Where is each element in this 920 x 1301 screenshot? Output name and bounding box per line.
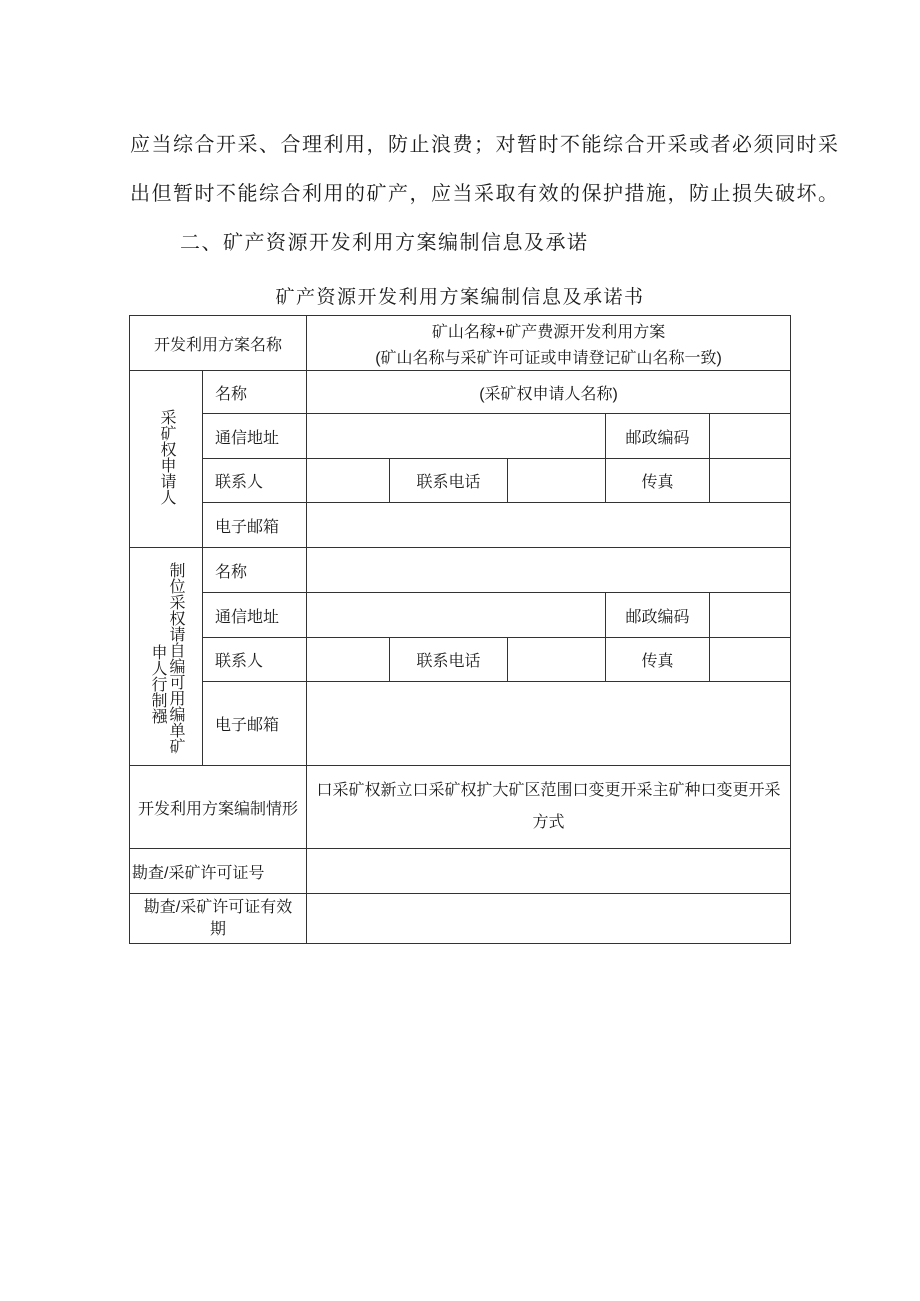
- row-compiler-address: [130, 593, 791, 638]
- applicant-address-label: 通信地址: [203, 414, 307, 459]
- row-compiler-contact: [130, 638, 791, 682]
- compiler-email-label: 电子邮箱: [203, 682, 307, 766]
- row-applicant-email: [130, 503, 791, 548]
- table-title: 矿产资源开发利用方案编制信息及承诺书: [275, 286, 645, 308]
- applicant-address-field[interactable]: [307, 414, 606, 459]
- compiler-fax-field[interactable]: [710, 638, 791, 682]
- row-applicant-contact: [130, 459, 791, 503]
- row-license-period: [130, 894, 791, 944]
- row-license-number: [130, 849, 791, 894]
- applicant-fax-field[interactable]: [710, 459, 791, 503]
- section-heading: 二、矿产资源开发利用方案编制信息及承诺: [180, 230, 589, 254]
- license-number-label: 勘查/采矿许可证号: [130, 849, 307, 894]
- compiler-contact-label: 联系人: [203, 638, 307, 682]
- license-number-field[interactable]: [307, 849, 791, 894]
- applicant-group-text: 采矿权申请人: [158, 409, 175, 505]
- row-plan-name: [130, 316, 791, 371]
- row-applicant-name: [130, 371, 791, 414]
- applicant-name-label: 名称: [203, 371, 307, 414]
- plan-name-value: 矿山名稼+矿产费源开发利用方案: [431, 324, 666, 341]
- plan-name-note: (矿山名称与采矿许可证或申请登记矿山名称一致): [375, 350, 722, 367]
- plan-name-cell[interactable]: [307, 316, 791, 371]
- compiler-fax-label: 传真: [606, 638, 710, 682]
- compiler-address-label: 通信地址: [203, 593, 307, 638]
- applicant-contact-field[interactable]: [307, 459, 390, 503]
- row-compiler-email: [130, 682, 791, 766]
- compiler-group-label: [130, 548, 203, 766]
- row-situation: [130, 766, 791, 849]
- applicant-contact-label: 联系人: [203, 459, 307, 503]
- row-applicant-address: [130, 414, 791, 459]
- info-form-table: [129, 315, 791, 944]
- body-paragraph-line-2: 出但暂时不能综合利用的矿产，应当采取有效的保护措施，防止损失破坏。: [130, 181, 840, 205]
- applicant-group-label: [130, 371, 203, 548]
- compiler-email-field[interactable]: [307, 682, 791, 766]
- compiler-name-field[interactable]: [307, 548, 791, 593]
- compiler-group-text-2: 申人行制襁: [149, 644, 166, 724]
- applicant-name-value[interactable]: (采矿权申请人名称): [307, 371, 791, 414]
- compiler-contact-field[interactable]: [307, 638, 390, 682]
- applicant-postcode-label: 邮政编码: [606, 414, 710, 459]
- compiler-postcode-label: 邮政编码: [606, 593, 710, 638]
- compiler-group-text-1: 制位采权请自编可用编单矿: [167, 562, 184, 754]
- applicant-fax-label: 传真: [606, 459, 710, 503]
- row-compiler-name: [130, 548, 791, 593]
- body-paragraph-line-1: 应当综合开采、合理利用，防止浪费；对暂时不能综合开采或者必须同时采: [130, 132, 840, 156]
- plan-name-label: 开发利用方案名称: [130, 316, 307, 371]
- applicant-phone-label: 联系电话: [390, 459, 508, 503]
- applicant-email-field[interactable]: [307, 503, 791, 548]
- compiler-postcode-field[interactable]: [710, 593, 791, 638]
- compiler-phone-field[interactable]: [508, 638, 606, 682]
- license-period-label: 勘查/采矿许可证有效期: [130, 894, 307, 944]
- applicant-phone-field[interactable]: [508, 459, 606, 503]
- compiler-name-label: 名称: [203, 548, 307, 593]
- situation-options[interactable]: 口采矿权新立口采矿权扩大矿区范围口变更开采主矿种口变更开采方式: [307, 766, 791, 849]
- license-period-field[interactable]: [307, 894, 791, 944]
- compiler-phone-label: 联系电话: [390, 638, 508, 682]
- compiler-address-field[interactable]: [307, 593, 606, 638]
- situation-label: 开发利用方案编制情形: [130, 766, 307, 849]
- applicant-postcode-field[interactable]: [710, 414, 791, 459]
- applicant-email-label: 电子邮箱: [203, 503, 307, 548]
